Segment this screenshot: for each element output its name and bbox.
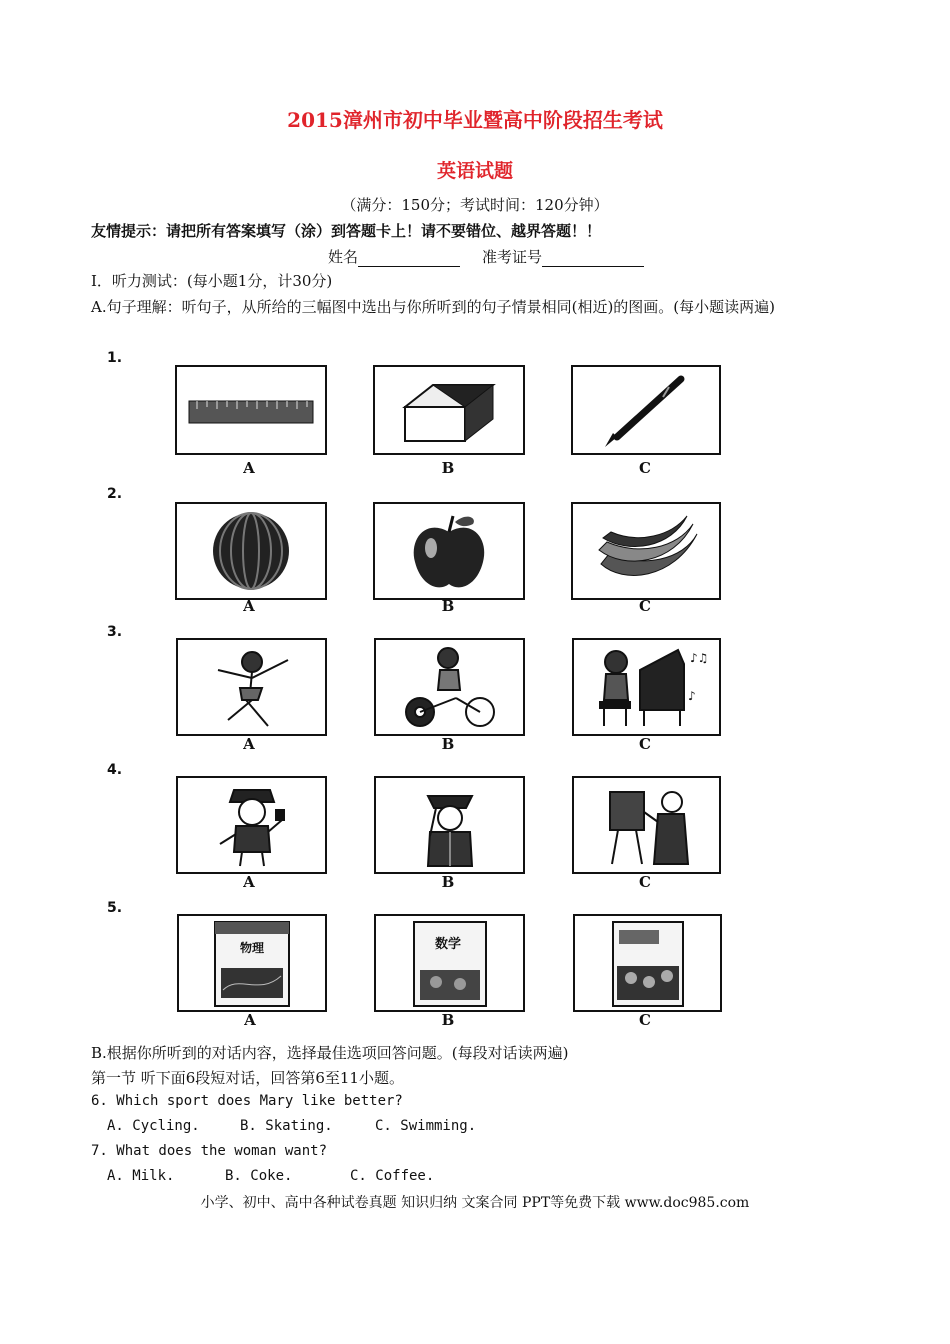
part-a-instructions: A.句子理解：听句子，从所给的三幅图中选出与你所听到的句子情景相同(相近)的图画。(每小题读两遍) [91,298,776,316]
option-label: B [441,735,455,753]
apple-icon [375,504,523,598]
option-frame[interactable] [571,502,721,600]
answer-option[interactable]: B. Skating. [240,1118,333,1134]
book-title: 数学 [434,937,462,952]
math-book-icon [376,916,523,1010]
option-frame[interactable] [373,502,525,600]
section-heading: Ⅰ．听力测试：(每小题1分，计30分) [91,272,333,290]
question-stem: 7. What does the woman want? [91,1143,328,1159]
option-label: B [441,597,455,615]
svg-text:♪: ♪ [688,689,696,703]
girl-cycling-icon [376,640,523,734]
book-title: 物理 [239,941,265,955]
watermelon-icon [177,504,325,598]
option-frame[interactable] [572,638,721,736]
option-label: A [244,1011,256,1029]
option-frame[interactable] [176,638,327,736]
option-frame[interactable] [177,914,327,1012]
option-label: C [639,1011,651,1029]
option-frame[interactable] [374,776,525,874]
exam-title: 2015漳州市初中毕业暨高中阶段招生考试 [287,108,663,132]
exam-subtitle: 英语试题 [436,160,513,182]
question-number: 3. [107,624,123,640]
name-label: 姓名 [328,248,359,266]
footer-ad: 小学、初中、高中各种试卷真题 知识归纳 文案合同 PPT等免费下载 www.doc985.com [200,1195,750,1211]
option-frame[interactable] [571,365,721,455]
option-label: A [243,873,255,891]
option-label: C [639,873,651,891]
eraser-icon [375,367,523,453]
answer-option[interactable]: C. Coffee. [350,1168,435,1184]
ruler-icon [177,367,325,453]
question-number: 2. [107,486,123,502]
part-b-instructions: B.根据你所听到的对话内容，选择最佳选项回答问题。(每段对话读两遍) [91,1044,569,1062]
question-stem: 6. Which sport does Mary like better? [91,1093,403,1109]
option-frame[interactable] [374,638,525,736]
physics-book-icon [179,916,325,1010]
option-label: A [243,459,255,477]
question-number: 5. [107,900,123,916]
option-frame[interactable] [374,914,525,1012]
painter-easel-icon [574,778,719,872]
option-frame[interactable] [572,776,721,874]
svg-text:♪♫: ♪♫ [690,651,709,665]
banana-icon [573,504,719,598]
option-label: A [243,735,255,753]
option-label: B [441,459,455,477]
option-frame[interactable] [176,776,327,874]
option-frame[interactable] [573,914,722,1012]
score-time: （满分：150分；考试时间：120分钟） [341,196,609,214]
worker-thumbs-up-icon [178,778,325,872]
girl-piano-icon [574,640,719,734]
answer-option[interactable]: A. Cycling. [107,1118,200,1134]
option-label: C [639,735,651,753]
answer-option[interactable]: C. Swimming. [375,1118,477,1134]
exam-no-label: 准考证号 [482,248,543,266]
option-label: B [441,1011,455,1029]
question-number: 4. [107,762,123,778]
option-frame[interactable] [373,365,525,455]
dancing-girl-icon [178,640,325,734]
option-frame[interactable] [175,502,327,600]
option-label: A [243,597,255,615]
name-blank [358,252,460,267]
answer-option[interactable]: B. Coke. [225,1168,293,1184]
police-officer-icon [376,778,523,872]
textbook-icon [575,916,720,1010]
question-number: 1. [107,350,123,366]
friendly-tip: 友情提示：请把所有答案填写（涂）到答题卡上！请不要错位、越界答题！！ [91,222,602,240]
option-frame[interactable] [175,365,327,455]
option-label: C [639,459,651,477]
option-label: C [639,597,651,615]
pen-icon [573,367,719,453]
option-label: B [441,873,455,891]
exam-no-blank [542,252,644,267]
name-row [328,246,644,267]
answer-option[interactable]: A. Milk. [107,1168,175,1184]
section-line: 第一节 听下面6段短对话，回答第6至11小题。 [91,1069,404,1087]
